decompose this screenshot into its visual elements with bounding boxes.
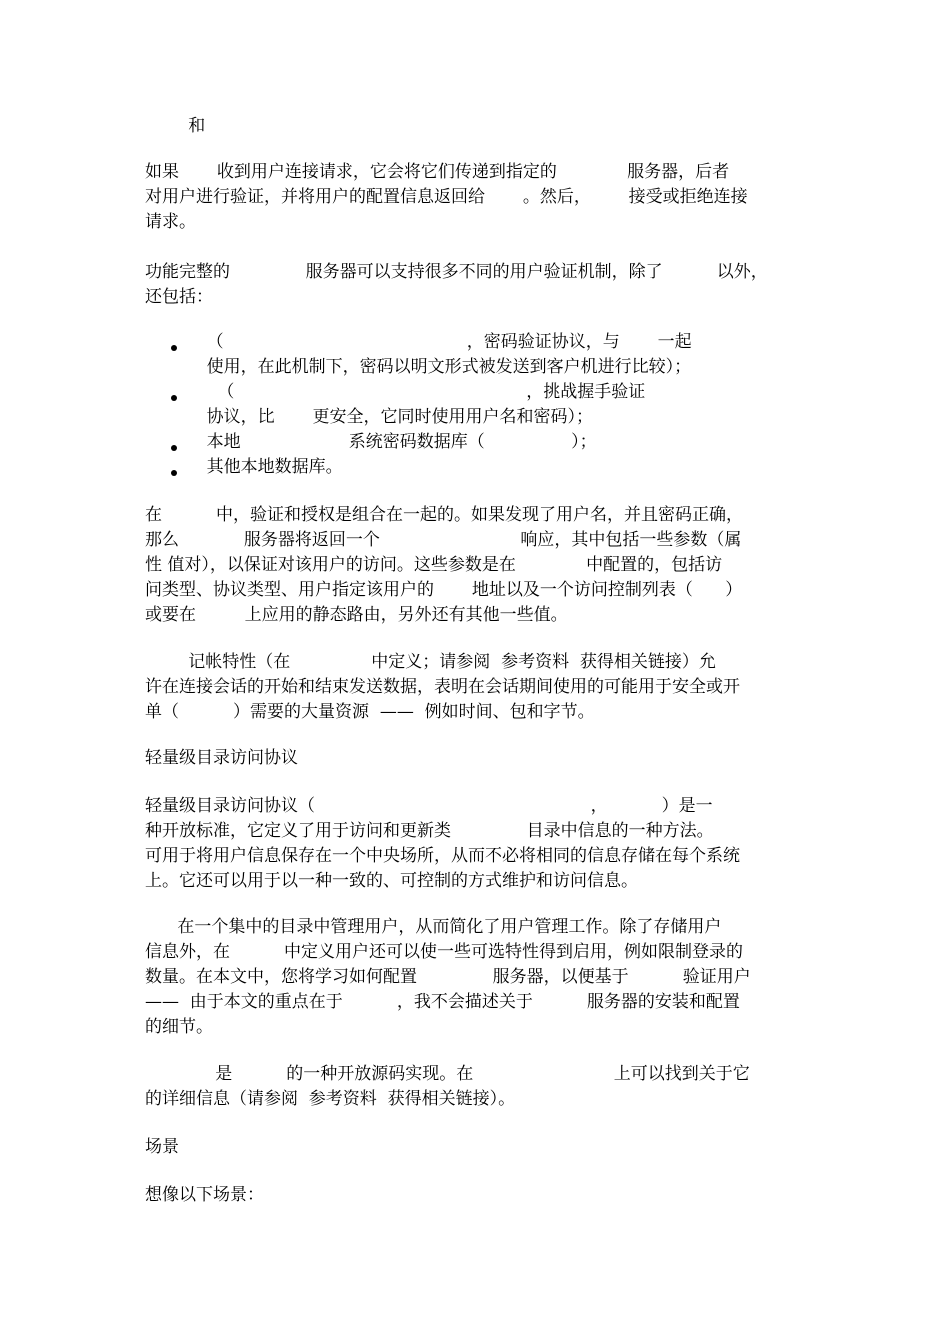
text-line: 在 中，验证和授权是组合在一起的。如果发现了用户名，并且密码正确， xyxy=(145,505,744,525)
text-line: 那么 服务器将返回一个 响应，其中包括一些参数（属 xyxy=(145,530,742,550)
text-line: 信息外，在 中定义用户还可以使一些可选特性得到启用，例如限制登录的 xyxy=(145,942,744,962)
list-item-line: 协议，比 更安全，它同时使用用户名和密码）； xyxy=(185,407,593,427)
text-line: 或要在 上应用的静态路由，另外还有其他一些值。 xyxy=(145,605,568,625)
bullet-dot xyxy=(171,345,177,351)
text-line: 问类型、协议类型、用户指定该用户的 地址以及一个访问控制列表（ ） xyxy=(145,580,743,600)
text-line: 请求。 xyxy=(145,212,196,232)
text-line: 是 的一种开放源码实现。在 上可以找到关于它 xyxy=(145,1064,750,1084)
bullet-dot xyxy=(171,470,177,476)
text-line: 对用户进行验证，并将用户的配置信息返回给 。然后， 接受或拒绝连接 xyxy=(145,187,748,207)
text-line: 种开放标准，它定义了用于访问和更新类 目录中信息的一种方法。 xyxy=(145,821,714,841)
text-line: 单（ ）需要的大量资源 —— 例如时间、包和字节。 xyxy=(145,702,595,722)
list-item-line: 其他本地数据库。 xyxy=(185,457,343,477)
text-line: 记帐特性（在 中定义；请参阅 参考资料 获得相关链接）允 xyxy=(145,652,716,672)
bullet-dot xyxy=(171,445,177,451)
list-item-line: 本地 系统密码数据库（ ）； xyxy=(185,432,597,452)
section-heading: 轻量级目录访问协议 xyxy=(145,748,298,768)
list-item-line: （ ，密码验证协议，与 一起 xyxy=(185,332,692,352)
text-line: 数量。在本文中，您将学习如何配置 服务器，以便基于 验证用户 xyxy=(145,967,751,987)
text-line: 的详细信息（请参阅 参考资料 获得相关链接）。 xyxy=(145,1089,516,1109)
text-line: 轻量级目录访问协议（ ， ）是一 xyxy=(145,796,713,816)
text-line: 可用于将用户信息保存在一个中央场所，从而不必将相同的信息存储在每个系统 xyxy=(145,846,740,866)
text-line: 的细节。 xyxy=(145,1017,213,1037)
text-line: 想像以下场景： xyxy=(145,1185,264,1205)
list-item-line: 使用，在此机制下，密码以明文形式被发送到客户机进行比较）； xyxy=(185,357,692,377)
text-line: —— 由于本文的重点在于 ，我不会描述关于 服务器的安装和配置 xyxy=(145,992,740,1012)
bullet-dot xyxy=(171,395,177,401)
text-line: 在一个集中的目录中管理用户，从而简化了用户管理工作。除了存储用户 xyxy=(145,917,722,937)
text-line: 和 xyxy=(145,116,206,136)
text-line: 功能完整的 服务器可以支持很多不同的用户验证机制，除了 以外， xyxy=(145,262,768,282)
text-line: 性 值对），以保证对该用户的访问。这些参数是在 中配置的，包括访 xyxy=(145,555,723,575)
text-line: 许在连接会话的开始和结束发送数据，表明在会话期间使用的可能用于安全或开 xyxy=(145,677,740,697)
text-line: 如果 收到用户连接请求，它会将它们传递到指定的 服务器，后者 xyxy=(145,162,730,182)
section-heading: 场景 xyxy=(145,1137,179,1157)
text-line: 还包括： xyxy=(145,287,213,307)
list-item-line: （ ，挑战握手验证 xyxy=(185,382,646,402)
text-line: 上。它还可以用于以一种一致的、可控制的方式维护和访问信息。 xyxy=(145,871,638,891)
